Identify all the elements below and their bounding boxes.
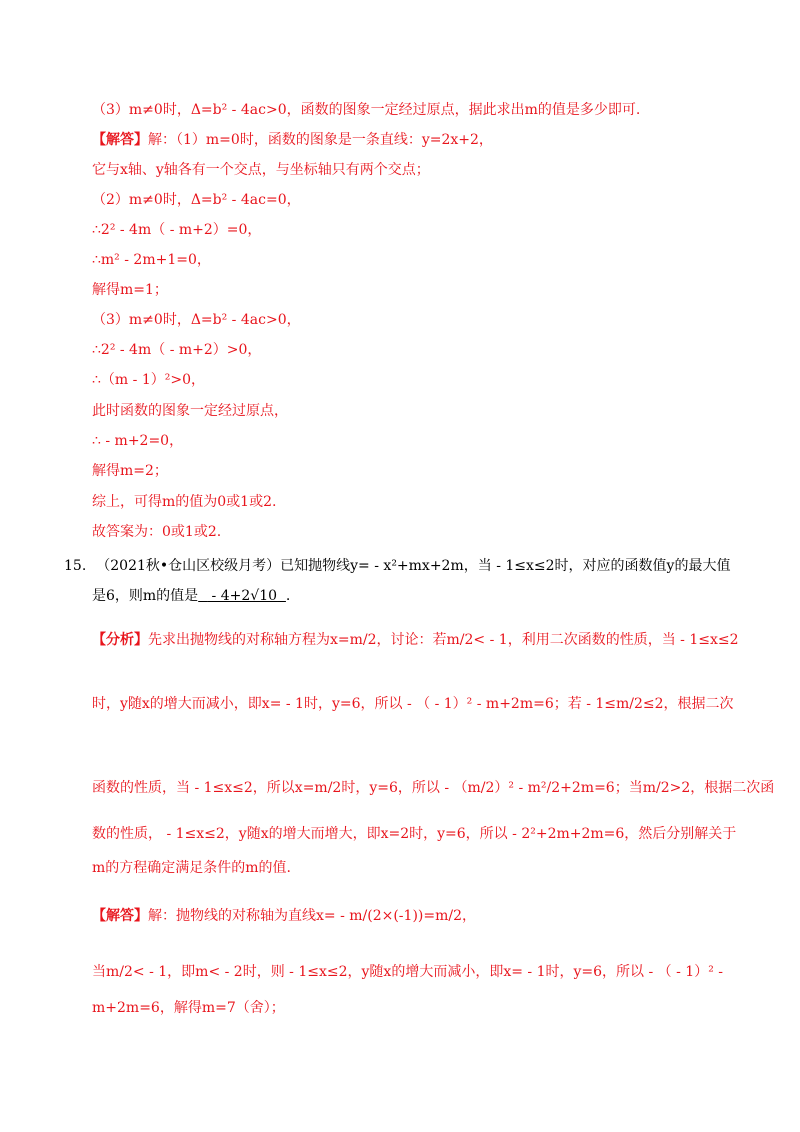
analysis-line-5: [92, 858, 291, 878]
line-text: 故答案为：0或1或2.: [92, 524, 222, 540]
line-text: 此时函数的图象一定经过原点，: [92, 403, 288, 419]
analysis-text: 先求出抛物线的对称轴方程为x=m/2，讨论：若m/2< - 1，利用二次函数的性质，当 - 1≤x≤2: [148, 632, 739, 648]
text-line: [92, 340, 261, 360]
text-line: [92, 522, 221, 542]
text-line: [92, 401, 288, 421]
answer-value: - 4+2√10: [207, 588, 278, 604]
solution-text: 当m/2< - 1，即m< - 2时，则 - 1≤x≤2，y随x的增大而减小，即x= - 1时，y=6，所以 - （ - 1）² -: [92, 964, 723, 980]
line-text: ∴2² - 4m（ - m+2）>0，: [92, 342, 262, 358]
text-line: [92, 431, 183, 451]
text-line: [92, 160, 430, 180]
solution-line-2: [92, 962, 723, 982]
line-text: ∴2² - 4m（ - m+2）=0，: [92, 222, 262, 238]
line-text: （3）m≠0时，Δ=b² - 4ac>0，函数的图象一定经过原点，据此求出m的值是多少即可.: [92, 102, 641, 118]
analysis-text: 数的性质， - 1≤x≤2，y随x的增大而增大，即x=2时，y=6，所以 - 2²+2m+2m=6，然后分别解关于: [92, 826, 737, 842]
line-text: ∴m² - 2m+1=0，: [92, 252, 211, 268]
text-line: [92, 190, 301, 210]
text-line: [92, 310, 301, 330]
question-text: 是6，则m的值是: [92, 588, 199, 604]
text-line: [92, 250, 211, 270]
line-text: ∴ - m+2=0，: [92, 433, 184, 449]
line-text: 解：（1）m=0时，函数的图象是一条直线：y=2x+2，: [148, 132, 493, 148]
solution-tag: 【解答】: [92, 908, 148, 924]
solution-text: m+2m=6，解得m=7（舍）；: [92, 1000, 285, 1016]
question-15-line-1: [64, 556, 730, 576]
solution-line-3: [92, 998, 285, 1018]
line-text: 解得m=1；: [92, 282, 168, 298]
text-line: [92, 220, 261, 240]
line-text: 综上，可得m的值为0或1或2.: [92, 494, 277, 510]
answer-tag: 【解答】: [92, 132, 148, 148]
analysis-tag: 【分析】: [92, 632, 148, 648]
analysis-line-2: [92, 694, 734, 714]
text-line: [92, 280, 168, 300]
text-line: [92, 492, 276, 512]
analysis-text: m的方程确定满足条件的m的值.: [92, 860, 292, 876]
analysis-text: 函数的性质，当 - 1≤x≤2，所以x=m/2时，y=6，所以 - （m/2）² - m²/2+2m=6；当m/2>2，根据二次函: [92, 780, 775, 796]
line-text: （3）m≠0时，Δ=b² - 4ac>0，: [92, 312, 301, 328]
question-15-line-2: [92, 586, 290, 606]
text-line: [92, 461, 168, 481]
analysis-line-1: [92, 630, 739, 650]
solution-line-1: [92, 906, 476, 926]
question-number: 15.: [64, 558, 87, 574]
analysis-text: 时，y随x的增大而减小，即x= - 1时，y=6，所以 - （ - 1）² - m+2m=6；若 - 1≤m/2≤2，根据二次: [92, 696, 734, 712]
analysis-line-3: [92, 778, 774, 798]
text-line: [92, 100, 640, 120]
solution-text: 解：抛物线的对称轴为直线x= - m/(2×(-1))=m/2，: [148, 908, 477, 924]
text-line: [92, 130, 493, 150]
line-text: 它与x轴、y轴各有一个交点，与坐标轴只有两个交点；: [92, 162, 430, 178]
question-text: .: [285, 588, 291, 604]
line-text: 解得m=2；: [92, 463, 168, 479]
text-line: [92, 370, 205, 390]
line-text: ∴（m - 1）²>0，: [92, 372, 205, 388]
line-text: （2）m≠0时，Δ=b² - 4ac=0，: [92, 192, 301, 208]
analysis-line-4: [92, 824, 736, 844]
answer-blank: [198, 588, 286, 604]
question-text: （2021秋•仓山区校级月考）已知抛物线y= - x²+mx+2m，当 - 1≤x≤2时，对应的函数值y的最大值: [96, 558, 731, 574]
